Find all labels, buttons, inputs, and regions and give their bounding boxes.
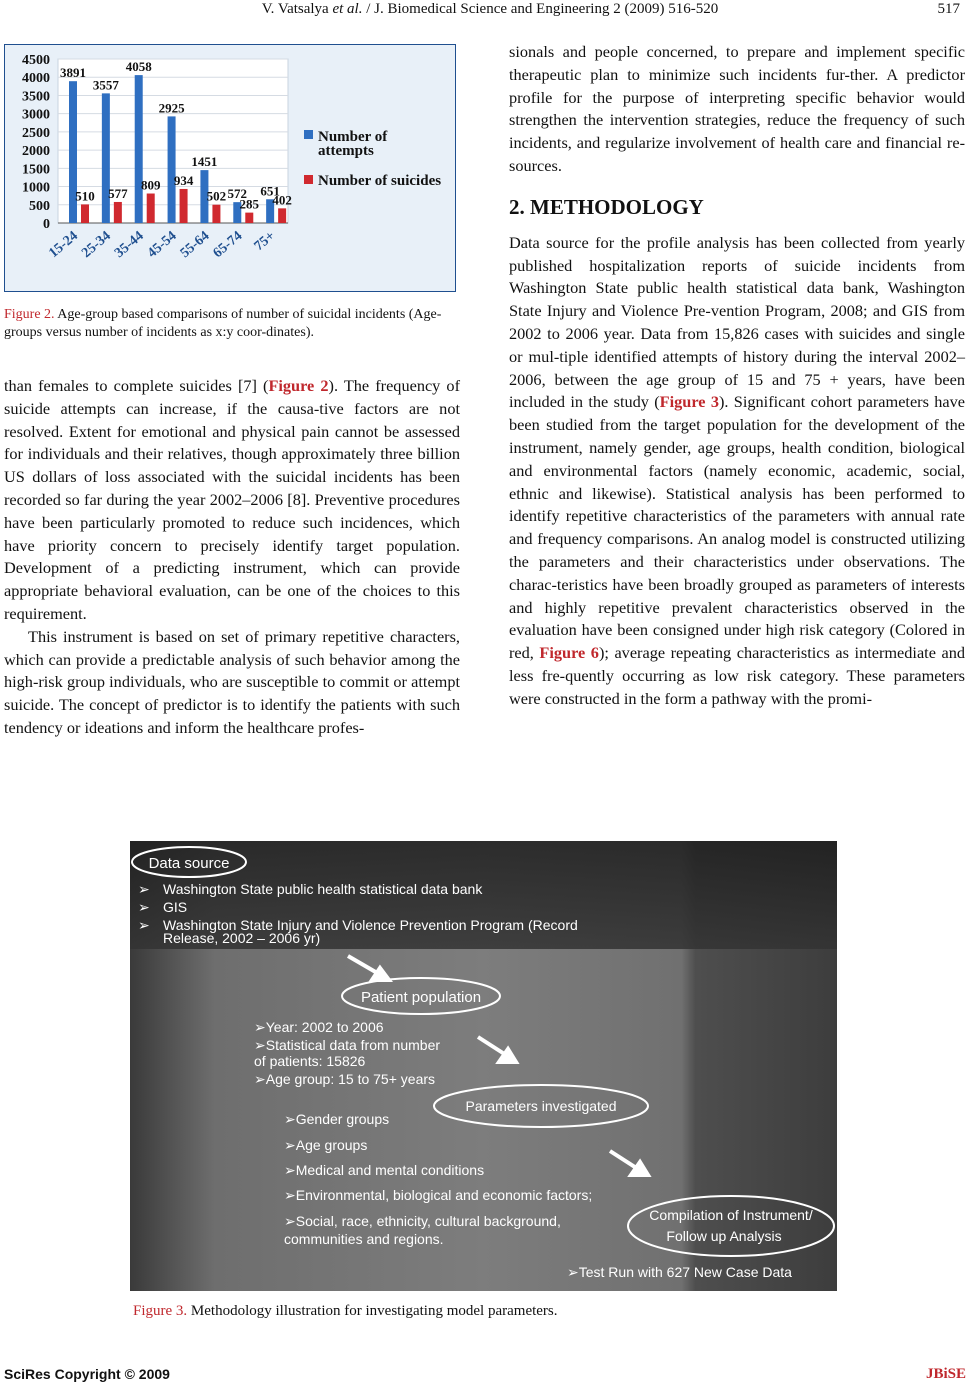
- bar-suicides: [180, 189, 188, 223]
- y-tick-label: 2500: [22, 125, 50, 141]
- x-tick-label: 15-24: [46, 228, 81, 262]
- figure-3-caption-text: Methodology illustration for investigating model parameters.: [190, 1303, 558, 1319]
- data-label-suicides: 577: [108, 185, 128, 201]
- header-etal: et al.: [332, 1, 363, 17]
- data-label-attempts: 2925: [158, 100, 185, 116]
- text-run: ). The frequency of suicide attempts can increase, if the causa-tive factors are not resolved. Extent for emotional and physical pain cannot be assessed for individuals and their relatives, though approximately three billion US dollars of loss associated with the suicidal incidents has been recorded so far during the year 2002–2006 [8]. Preventive procedures have been particularly promoted to reduce such incidences, which have priority concern to precisely identify target population. Development of a predicting instrument, which can provide appropriate behavioral evaluation, can be one of the choices to this requirement.: [4, 376, 460, 623]
- text-run: Data source for the profile analysis has been collected from yearly published hospitalization reports of suicide incidents from Washington State public health statistical data bank, Washington State Injury and Violence Pre-vention Program, 2008; and GIS from 2002 to 2006 year. Data from 15,826 cases with suicides and single or mul-tiple identified attempts of history during the interval 2002–2006, between the age group of 15 and 75 + years, have been included in the study (: [509, 232, 965, 412]
- y-tick-label: 1500: [22, 162, 50, 178]
- parameters-title: Parameters investigated: [465, 1098, 617, 1114]
- parameter-item-text: Gender groups: [295, 1111, 390, 1127]
- bullet-arrow-icon: ➢: [138, 917, 150, 933]
- paragraph: [4, 375, 460, 626]
- data-source-item: Release, 2002 – 2006 yr): [163, 930, 321, 946]
- right-column: [509, 41, 965, 711]
- bullet-arrow-icon: ➢: [254, 1037, 266, 1053]
- parameter-item-text: Environmental, biological and economic factors;: [295, 1187, 593, 1203]
- footer-copyright: SciRes Copyright © 2009: [4, 1366, 170, 1382]
- parameter-item-continued: communities and regions.: [284, 1231, 444, 1247]
- bullet-arrow-icon: ➢: [284, 1213, 296, 1229]
- bar-suicides: [114, 202, 122, 223]
- data-source-item: GIS: [163, 899, 188, 915]
- bullet-arrow-icon: ➢: [254, 1071, 266, 1087]
- section-heading-methodology: 2. METHODOLOGY: [509, 194, 704, 219]
- header-citation: [200, 1, 780, 18]
- page-number: 517: [937, 1, 960, 17]
- bullet-arrow-icon: ➢: [567, 1264, 579, 1280]
- figure-2-caption-text: Age-group based comparisons of number of suicidal incidents (Age-groups versus number of incidents as x:y coor-dinates).: [4, 307, 442, 340]
- patient-item: [254, 1037, 440, 1053]
- data-label-suicides: 502: [206, 188, 227, 204]
- parameter-item-text: Social, race, ethnicity, cultural background,: [295, 1213, 561, 1229]
- patient-item-text: Statistical data from number: [265, 1037, 441, 1053]
- data-source-title: Data source: [148, 855, 230, 872]
- y-tick-label: 500: [29, 198, 50, 214]
- bullet-arrow-icon: ➢: [284, 1187, 296, 1203]
- bullet-arrow-icon: ➢: [284, 1137, 296, 1153]
- data-label-attempts: 3891: [60, 65, 86, 81]
- running-header: [0, 0, 970, 22]
- patient-population-title: Patient population: [360, 989, 482, 1006]
- bar-suicides: [212, 205, 220, 223]
- bar-suicides: [278, 208, 286, 223]
- patient-item-text: Year: 2002 to 2006: [265, 1019, 384, 1035]
- legend-label-attempts: Number of attempts: [318, 129, 388, 159]
- test-run-item: [567, 1264, 792, 1280]
- bar-attempts: [168, 116, 176, 223]
- figure-2-caption: [4, 306, 460, 342]
- bar-suicides: [81, 204, 89, 223]
- paragraph: [509, 232, 965, 711]
- data-label-attempts: 651: [260, 183, 280, 199]
- data-label-suicides: 285: [239, 196, 260, 212]
- parameter-item-text: Age groups: [295, 1137, 368, 1153]
- text-run: ). Significant cohort parameters have been studied from the target population for the development of the instrument, namely gender, age groups, health condition, biological and environmental factors (namely economic, academic, social, ethnic and likewise). Statistical analysis has been performed to identify repetitive characteristics of the parameters with annual rate and frequency comparisons. An analog model is constructed utilizing the parameters and their characteristics under observations. The charac-teristics have been broadly grouped as parameters of interests and highly repetitive prevalent characteristics observed in the evaluation have been consigned under high risk category (Colored in red,: [509, 392, 965, 663]
- x-tick-label: 75+: [251, 228, 279, 255]
- data-label-attempts: 4058: [125, 59, 152, 75]
- parameter-item: [284, 1111, 389, 1127]
- data-label-suicides: 402: [272, 192, 292, 208]
- x-tick-label: 45-54: [144, 228, 180, 262]
- y-tick-label: 0: [43, 217, 50, 232]
- legend-swatch-suicides: [304, 175, 313, 184]
- paragraph: sionals and people concerned, to prepare and implement specific therapeutic plan to minimize such incidents fur-ther. A predictor profile for the purpose of interpreting specific behavior would strengthen the intervention strategies, reduce the frequency of such incidents, and regularize involvement of health care and financial re-sources.: [509, 42, 965, 175]
- footer-journal: JBiSE: [925, 1366, 966, 1382]
- header-journal-citation: / J. Biomedical Science and Engineering 2 (2009) 516-520: [366, 1, 719, 17]
- compilation-title-line-1: Compilation of Instrument/: [649, 1207, 813, 1223]
- legend-swatch-attempts: [304, 130, 313, 139]
- header-authors: V. Vatsalya: [261, 1, 329, 17]
- data-label-suicides: 934: [173, 172, 194, 188]
- bullet-arrow-icon: ➢: [284, 1162, 296, 1178]
- data-label-attempts: 3557: [92, 77, 119, 93]
- data-source-item: Washington State public health statistical data bank: [163, 881, 483, 897]
- y-tick-label: 2000: [22, 144, 50, 160]
- figure-2-reference[interactable]: Figure 2: [268, 376, 329, 395]
- bullet-arrow-icon: ➢: [254, 1019, 266, 1035]
- y-tick-label: 4000: [22, 71, 50, 87]
- y-tick-label: 3000: [22, 107, 50, 123]
- parameter-item: [284, 1162, 484, 1178]
- bullet-arrow-icon: ➢: [284, 1111, 296, 1127]
- patient-item-continued: of patients: 15826: [254, 1053, 366, 1069]
- paragraph: This instrument is based on set of primary repetitive characters, which can provide a predictable analysis of such behavior among the high-risk group individuals, who are susceptible to commit or attempt suicide. The concept of predictor is to identify the patients with such tendency or ideations and inform the healthcare profes-: [4, 626, 460, 737]
- page-footer: [0, 1366, 970, 1386]
- compilation-title-line-2: Follow up Analysis: [666, 1228, 782, 1244]
- x-tick-label: 25-34: [79, 228, 114, 262]
- y-tick-label: 3500: [22, 89, 50, 105]
- data-label-attempts: 1451: [191, 154, 218, 170]
- parameter-item: [284, 1187, 592, 1203]
- x-tick-label: 65-74: [210, 228, 246, 262]
- bar-suicides: [245, 213, 253, 223]
- figure-2-label: Figure 2.: [4, 307, 55, 322]
- test-run-text: Test Run with 627 New Case Data: [578, 1264, 792, 1280]
- data-label-attempts: 572: [227, 186, 248, 202]
- patient-item: [254, 1071, 435, 1087]
- parameter-item: [284, 1137, 367, 1153]
- figure-3-label: Figure 3.: [133, 1303, 188, 1319]
- data-label-suicides: 809: [140, 177, 161, 193]
- figure-3-caption: [133, 1303, 558, 1320]
- patient-item: [254, 1019, 384, 1035]
- data-label-suicides: 510: [75, 188, 95, 204]
- bar-attempts: [135, 75, 143, 223]
- bullet-arrow-icon: ➢: [138, 881, 150, 897]
- figure-2-bar-chart: [4, 44, 456, 292]
- text-run: ); average repeating characteristics as intermediate and less fre-quently occurring as low risk category. These parameters were constructed in the form a pathway with the promi-: [509, 643, 965, 708]
- bullet-arrow-icon: ➢: [138, 899, 150, 915]
- y-tick-label: 4500: [22, 53, 50, 68]
- legend-label-suicides: Number of suicides: [318, 173, 442, 189]
- y-tick-label: 1000: [22, 180, 50, 196]
- text-run: than females to complete suicides [7] (: [4, 376, 269, 395]
- figure-6-reference[interactable]: Figure 6: [539, 643, 599, 663]
- patient-item-text: Age group: 15 to 75+ years: [265, 1071, 436, 1087]
- parameter-item-text: Medical and mental conditions: [295, 1162, 485, 1178]
- data-source-item: Washington State Injury and Violence Prevention Program (Record: [163, 917, 578, 933]
- bar-attempts: [102, 93, 110, 223]
- x-tick-label: 35-44: [112, 228, 147, 262]
- left-column: [4, 375, 460, 740]
- x-tick-label: 55-64: [177, 228, 213, 262]
- figure-3-methodology-diagram: [130, 841, 837, 1291]
- bar-suicides: [147, 194, 155, 223]
- parameter-item: [284, 1213, 561, 1229]
- figure-3-reference[interactable]: Figure 3: [659, 392, 719, 412]
